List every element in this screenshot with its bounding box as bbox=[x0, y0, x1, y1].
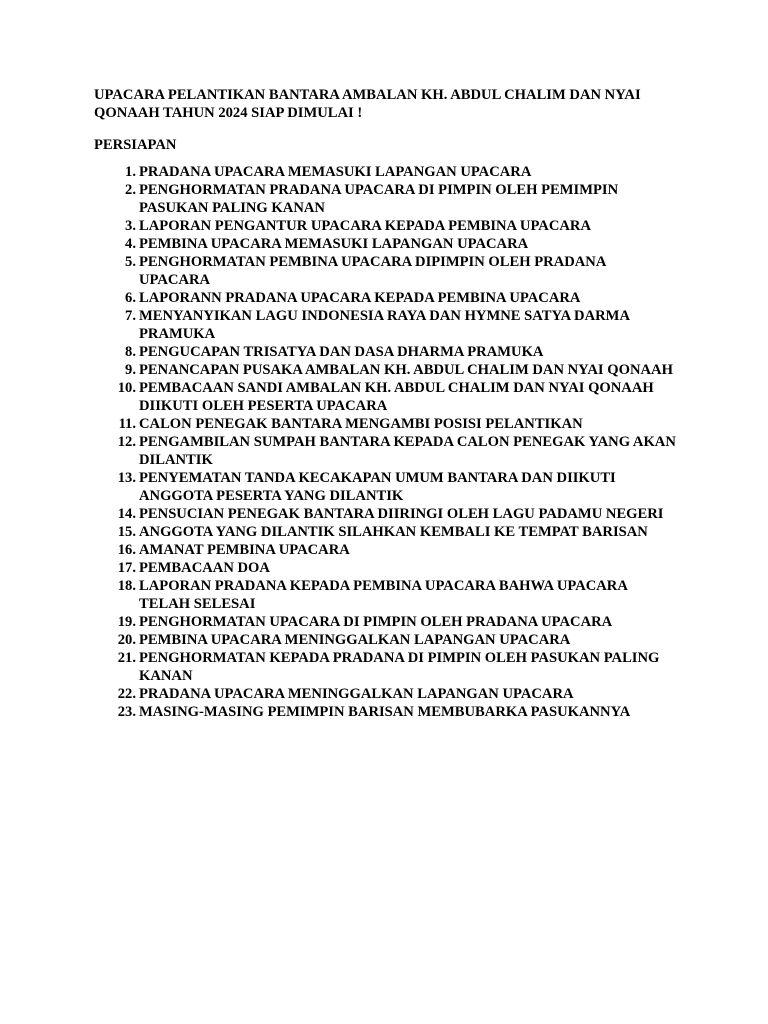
list-item bbox=[94, 469, 679, 505]
list-item-text: PRADANA UPACARA MENINGGALKAN LAPANGAN UPACARA bbox=[139, 686, 574, 702]
list-item-number: 3. bbox=[125, 218, 136, 234]
list-item-number: 17. bbox=[117, 560, 136, 576]
list-item-text: MENYANYIKAN LAGU INDONESIA RAYA DAN HYMNE SATYA DARMA PRAMUKA bbox=[139, 308, 630, 342]
list-item-text: ANGGOTA YANG DILANTIK SILAHKAN KEMBALI KE TEMPAT BARISAN bbox=[139, 524, 648, 540]
list-item-number: 11. bbox=[118, 416, 136, 432]
list-item bbox=[94, 217, 679, 235]
list-item bbox=[94, 703, 679, 721]
list-item-number: 18. bbox=[117, 578, 136, 594]
list-item-text: LAPORAN PENGANTUR UPACARA KEPADA PEMBINA UPACARA bbox=[139, 218, 591, 234]
list-item-text: PRADANA UPACARA MEMASUKI LAPANGAN UPACARA bbox=[139, 164, 532, 180]
document-page bbox=[94, 86, 684, 721]
list-item bbox=[94, 163, 679, 181]
list-item-number: 2. bbox=[125, 182, 136, 198]
list-item-text: PEMBACAAN DOA bbox=[139, 560, 270, 576]
list-item-text: PEMBACAAN SANDI AMBALAN KH. ABDUL CHALIM DAN NYAI QONAAH DIIKUTI OLEH PESERTA UPACARA bbox=[139, 380, 654, 414]
list-item bbox=[94, 307, 679, 343]
list-item-text: PENANCAPAN PUSAKA AMBALAN KH. ABDUL CHALIM DAN NYAI QONAAH bbox=[139, 362, 673, 378]
list-item bbox=[94, 613, 679, 631]
list-item-number: 12. bbox=[117, 434, 136, 450]
list-item-text: PEMBINA UPACARA MENINGGALKAN LAPANGAN UPACARA bbox=[139, 632, 571, 648]
list-item bbox=[94, 559, 679, 577]
list-item bbox=[94, 631, 679, 649]
list-item-number: 21. bbox=[117, 650, 136, 666]
list-item bbox=[94, 685, 679, 703]
list-item-number: 15. bbox=[117, 524, 136, 540]
list-item-text: PENGAMBILAN SUMPAH BANTARA KEPADA CALON PENEGAK YANG AKAN DILANTIK bbox=[139, 434, 676, 468]
list-item bbox=[94, 577, 679, 613]
list-item-text: PENGUCAPAN TRISATYA DAN DASA DHARMA PRAMUKA bbox=[139, 344, 544, 360]
list-item bbox=[94, 379, 679, 415]
list-item-number: 5. bbox=[125, 254, 136, 270]
list-item-number: 19. bbox=[117, 614, 136, 630]
list-item-number: 9. bbox=[125, 362, 136, 378]
list-item-text: LAPORAN PRADANA KEPADA PEMBINA UPACARA BAHWA UPACARA TELAH SELESAI bbox=[139, 578, 628, 612]
list-item-number: 7. bbox=[125, 308, 136, 324]
list-item bbox=[94, 649, 679, 685]
list-item-number: 8. bbox=[125, 344, 136, 360]
document-title: UPACARA PELANTIKAN BANTARA AMBALAN KH. ABDUL CHALIM DAN NYAI QONAAH TAHUN 2024 SIAP DIMULAI ! bbox=[94, 87, 641, 121]
section-heading: PERSIAPAN bbox=[94, 137, 177, 153]
list-item-number: 4. bbox=[125, 236, 136, 252]
list-item-number: 22. bbox=[117, 686, 136, 702]
list-item bbox=[94, 253, 679, 289]
list-item-text: PENSUCIAN PENEGAK BANTARA DIIRINGI OLEH LAGU PADAMU NEGERI bbox=[139, 506, 664, 522]
list-item-number: 1. bbox=[125, 164, 136, 180]
list-item-number: 10. bbox=[117, 380, 136, 396]
list-item bbox=[94, 523, 679, 541]
list-item bbox=[94, 235, 679, 253]
list-item-text: PEMBINA UPACARA MEMASUKI LAPANGAN UPACARA bbox=[139, 236, 529, 252]
list-item-text: LAPORANN PRADANA UPACARA KEPADA PEMBINA UPACARA bbox=[139, 290, 581, 306]
list-item-text: MASING-MASING PEMIMPIN BARISAN MEMBUBARKA PASUKANNYA bbox=[139, 704, 631, 720]
list-item bbox=[94, 181, 679, 217]
list-item-text: AMANAT PEMBINA UPACARA bbox=[139, 542, 350, 558]
list-item-number: 16. bbox=[117, 542, 136, 558]
list-item-text: PENGHORMATAN PRADANA UPACARA DI PIMPIN OLEH PEMIMPIN PASUKAN PALING KANAN bbox=[139, 182, 619, 216]
list-item-text: PENGHORMATAN KEPADA PRADANA DI PIMPIN OLEH PASUKAN PALING KANAN bbox=[139, 650, 660, 684]
list-item-number: 23. bbox=[117, 704, 136, 720]
list-item-number: 6. bbox=[125, 290, 136, 306]
list-item-text: PENGHORMATAN UPACARA DI PIMPIN OLEH PRADANA UPACARA bbox=[139, 614, 613, 630]
list-item-text: CALON PENEGAK BANTARA MENGAMBI POSISI PELANTIKAN bbox=[139, 416, 583, 432]
list-item bbox=[94, 415, 679, 433]
list-item bbox=[94, 289, 679, 307]
list-item-number: 20. bbox=[117, 632, 136, 648]
list-item-number: 13. bbox=[117, 470, 136, 486]
list-item-number: 14. bbox=[117, 506, 136, 522]
list-item bbox=[94, 505, 679, 523]
list-item bbox=[94, 433, 679, 469]
list-item bbox=[94, 343, 679, 361]
list-item bbox=[94, 361, 679, 379]
list-item-text: PENYEMATAN TANDA KECAKAPAN UMUM BANTARA DAN DIIKUTI ANGGOTA PESERTA YANG DILANTIK bbox=[139, 470, 616, 504]
ceremony-steps-list bbox=[94, 163, 684, 721]
list-item-text: PENGHORMATAN PEMBINA UPACARA DIPIMPIN OLEH PRADANA UPACARA bbox=[139, 254, 606, 288]
list-item bbox=[94, 541, 679, 559]
